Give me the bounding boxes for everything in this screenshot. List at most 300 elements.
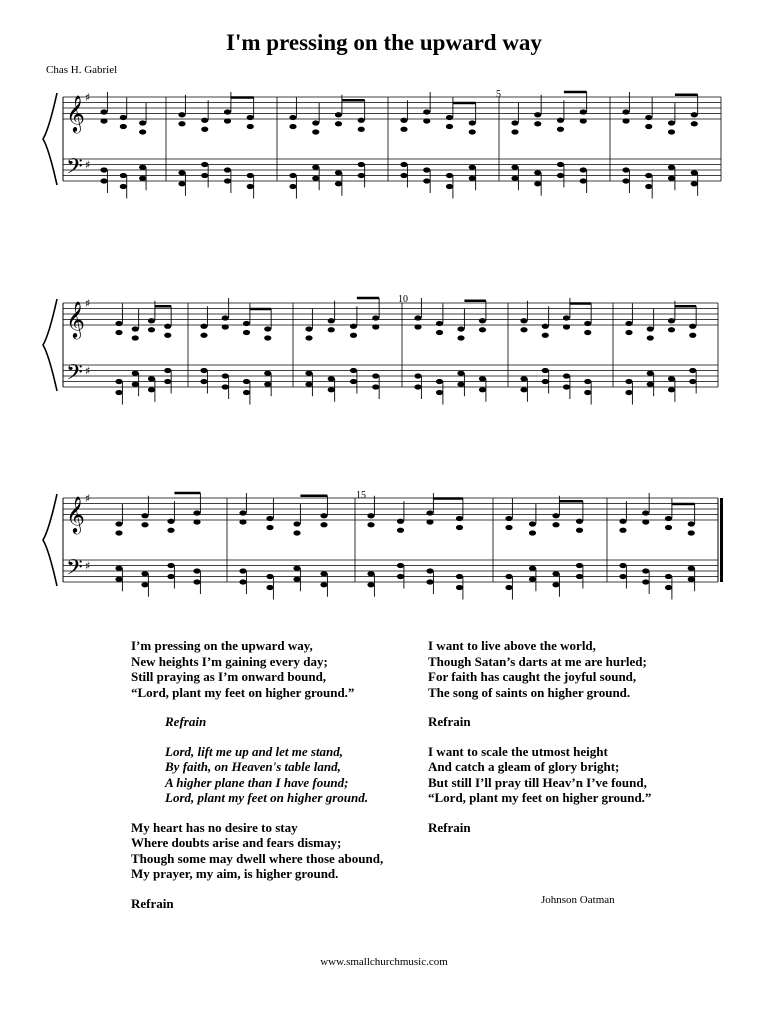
lyric-line: And catch a gleam of glory bright; [428, 759, 620, 774]
note-head [167, 519, 174, 524]
note-head [645, 115, 652, 120]
refrain-line: A higher plane than I have found; [165, 774, 349, 790]
note-head [200, 368, 207, 373]
note-head [622, 118, 629, 123]
note-head [372, 315, 379, 320]
note-head [400, 162, 407, 167]
note-head [132, 326, 139, 331]
note-head [668, 120, 675, 125]
lyric-line: My heart has no desire to stay [131, 819, 298, 835]
note-head [691, 121, 698, 126]
note-head [563, 384, 570, 389]
note-head [576, 574, 583, 579]
note-head [148, 376, 155, 381]
note-head [665, 525, 672, 530]
note-head [178, 181, 185, 186]
note-head [293, 566, 300, 571]
note-head [328, 318, 335, 323]
note-head [350, 379, 357, 384]
note-head [372, 373, 379, 378]
note-head [239, 519, 246, 524]
note-head [178, 170, 185, 175]
note-head [243, 321, 250, 326]
note-head [100, 118, 107, 123]
note-head [358, 162, 365, 167]
note-head [469, 129, 476, 134]
note-head [328, 387, 335, 392]
lyric-line: But still I’ll pray till Heav’n I’ve found, [428, 774, 647, 790]
note-head [224, 118, 231, 123]
note-head [529, 577, 536, 582]
lyric-line: Though Satan’s darts at me are hurled; [428, 653, 647, 669]
note-head [457, 382, 464, 387]
note-head [132, 371, 139, 376]
note-head [511, 165, 518, 170]
note-head [414, 324, 421, 329]
note-head [139, 165, 146, 170]
note-head [688, 530, 695, 535]
note-head [120, 184, 127, 189]
note-head [100, 167, 107, 172]
note-head [436, 379, 443, 384]
note-head [479, 327, 486, 332]
note-head [222, 315, 229, 320]
lyric-line: Still praying as I’m onward bound, [131, 669, 327, 684]
note-head [619, 528, 626, 533]
note-head [164, 333, 171, 338]
refrain-label: Refrain [165, 714, 207, 729]
note-head [247, 173, 254, 178]
note-head [139, 129, 146, 134]
lyric-line: I want to live above the world, [428, 638, 596, 653]
note-head [542, 379, 549, 384]
note-head [115, 566, 122, 571]
note-head [691, 181, 698, 186]
note-head [293, 577, 300, 582]
treble-clef-icon: 𝄞 [66, 300, 85, 338]
note-head [120, 115, 127, 120]
measure-number: 10 [398, 294, 408, 305]
note-head [645, 184, 652, 189]
note-head [423, 167, 430, 172]
note-head [520, 327, 527, 332]
note-head [289, 173, 296, 178]
note-head [456, 525, 463, 530]
note-head [305, 335, 312, 340]
note-head [689, 333, 696, 338]
note-head [469, 165, 476, 170]
sharp-icon: ♯ [85, 158, 91, 172]
note-head [320, 571, 327, 576]
note-head [243, 390, 250, 395]
note-head [400, 118, 407, 123]
note-head [115, 321, 122, 326]
note-head [469, 120, 476, 125]
note-head [224, 109, 231, 114]
treble-clef-icon: 𝄞 [66, 495, 85, 533]
note-head [397, 528, 404, 533]
note-head [426, 510, 433, 515]
note-head [584, 379, 591, 384]
note-head [293, 530, 300, 535]
note-head [457, 335, 464, 340]
note-head [201, 173, 208, 178]
note-head [584, 321, 591, 326]
note-head [563, 373, 570, 378]
note-head [193, 519, 200, 524]
composer-credit: Chas H. Gabriel [46, 64, 118, 76]
note-head [576, 519, 583, 524]
note-head [529, 521, 536, 526]
note-head [689, 379, 696, 384]
note-head [557, 118, 564, 123]
note-head [576, 528, 583, 533]
note-head [266, 574, 273, 579]
note-head [141, 522, 148, 527]
note-head [457, 326, 464, 331]
note-head [552, 522, 559, 527]
page-title: I'm pressing on the upward way [226, 30, 542, 55]
note-head [446, 115, 453, 120]
note-head [312, 176, 319, 181]
note-head [529, 530, 536, 535]
note-head [243, 379, 250, 384]
note-head [552, 571, 559, 576]
bass-clef-icon: 𝄢 [66, 154, 83, 185]
note-head [201, 127, 208, 132]
note-head [139, 120, 146, 125]
note-head [625, 379, 632, 384]
note-head [456, 574, 463, 579]
note-head [148, 387, 155, 392]
note-head [132, 382, 139, 387]
note-head [668, 165, 675, 170]
note-head [100, 178, 107, 183]
note-head [139, 176, 146, 181]
note-head [222, 373, 229, 378]
note-head [115, 379, 122, 384]
note-head [224, 167, 231, 172]
note-head [688, 577, 695, 582]
note-head [120, 173, 127, 178]
lyric-line: “Lord, plant my feet on higher ground.” [428, 790, 652, 805]
note-head [320, 522, 327, 527]
note-head [534, 121, 541, 126]
note-head [312, 129, 319, 134]
brace [43, 494, 57, 586]
note-head [141, 582, 148, 587]
note-head [446, 173, 453, 178]
note-head [132, 335, 139, 340]
note-head [479, 387, 486, 392]
refrain-reference: Refrain [131, 895, 174, 911]
note-head [178, 112, 185, 117]
note-head [619, 574, 626, 579]
note-head [625, 390, 632, 395]
note-head [335, 121, 342, 126]
refrain-line: Lord, plant my feet on higher ground. [165, 790, 368, 805]
note-head [312, 165, 319, 170]
note-head [293, 521, 300, 526]
note-head [239, 510, 246, 515]
note-head [289, 184, 296, 189]
note-head [436, 321, 443, 326]
note-head [436, 330, 443, 335]
note-head [201, 162, 208, 167]
note-head [305, 382, 312, 387]
note-head [505, 574, 512, 579]
note-head [642, 510, 649, 515]
note-head [264, 371, 271, 376]
note-head [426, 519, 433, 524]
note-head [367, 571, 374, 576]
note-head [239, 579, 246, 584]
note-head [584, 330, 591, 335]
note-head [665, 516, 672, 521]
note-head [479, 376, 486, 381]
note-head [266, 516, 273, 521]
note-head [511, 129, 518, 134]
note-head [625, 321, 632, 326]
note-head [557, 173, 564, 178]
note-head [542, 324, 549, 329]
note-head [580, 178, 587, 183]
note-head [576, 563, 583, 568]
brace [43, 299, 57, 391]
note-head [264, 335, 271, 340]
note-head [372, 324, 379, 329]
note-head [457, 371, 464, 376]
note-head [167, 563, 174, 568]
note-head [367, 522, 374, 527]
note-head [534, 112, 541, 117]
note-head [456, 585, 463, 590]
note-head [505, 585, 512, 590]
refrain-reference: Refrain [428, 714, 471, 729]
note-head [289, 124, 296, 129]
note-head [200, 333, 207, 338]
note-head [456, 516, 463, 521]
sharp-icon: ♯ [85, 492, 91, 505]
bass-clef-icon: 𝄢 [66, 360, 83, 391]
note-head [115, 530, 122, 535]
note-head [247, 115, 254, 120]
note-head [358, 173, 365, 178]
note-head [689, 324, 696, 329]
note-head [520, 376, 527, 381]
note-head [691, 170, 698, 175]
note-head [266, 525, 273, 530]
note-head [193, 568, 200, 573]
note-head [320, 513, 327, 518]
note-head [141, 571, 148, 576]
note-head [688, 521, 695, 526]
note-head [141, 513, 148, 518]
note-head [414, 315, 421, 320]
note-head [115, 521, 122, 526]
note-head [479, 318, 486, 323]
note-head [266, 585, 273, 590]
note-head [400, 127, 407, 132]
note-head [423, 109, 430, 114]
note-head [328, 327, 335, 332]
note-head [622, 178, 629, 183]
note-head [552, 513, 559, 518]
note-head [224, 178, 231, 183]
note-head [289, 115, 296, 120]
note-head [164, 379, 171, 384]
note-head [668, 376, 675, 381]
note-head [167, 574, 174, 579]
note-head [580, 167, 587, 172]
note-head [426, 579, 433, 584]
lyric-line: For faith has caught the joyful sound, [428, 669, 637, 684]
lyrics-left-column [131, 638, 383, 911]
note-head [469, 176, 476, 181]
note-head [200, 379, 207, 384]
note-head [400, 173, 407, 178]
note-head [115, 577, 122, 582]
note-head [446, 124, 453, 129]
note-head [178, 121, 185, 126]
note-head [335, 170, 342, 175]
note-head [557, 127, 564, 132]
note-head [320, 582, 327, 587]
note-head [665, 574, 672, 579]
note-head [557, 162, 564, 167]
lyric-line: I’m pressing on the upward way, [131, 638, 313, 653]
note-head [335, 181, 342, 186]
note-head [668, 327, 675, 332]
note-head [423, 118, 430, 123]
brace [43, 93, 57, 185]
note-head [622, 109, 629, 114]
lyrics-right-column [428, 638, 651, 835]
note-head [647, 326, 654, 331]
note-head [100, 109, 107, 114]
note-head [239, 568, 246, 573]
note-head [358, 118, 365, 123]
note-head [563, 315, 570, 320]
note-head [505, 525, 512, 530]
note-head [645, 124, 652, 129]
note-head [689, 368, 696, 373]
note-head [426, 568, 433, 573]
refrain-line: Lord, lift me up and let me stand, [165, 743, 344, 759]
note-head [222, 324, 229, 329]
note-head [665, 585, 672, 590]
note-head [328, 376, 335, 381]
note-head [397, 563, 404, 568]
note-head [647, 371, 654, 376]
note-head [534, 170, 541, 175]
sharp-icon: ♯ [85, 91, 91, 104]
note-head [529, 566, 536, 571]
note-head [305, 326, 312, 331]
note-head [350, 333, 357, 338]
note-head [625, 330, 632, 335]
bass-clef-icon: 𝄢 [66, 555, 83, 586]
note-head [372, 384, 379, 389]
note-head [647, 382, 654, 387]
note-head [414, 373, 421, 378]
lyric-line: The song of saints on higher ground. [428, 684, 631, 700]
lyric-line: New heights I’m gaining every day; [131, 653, 328, 669]
note-head [520, 318, 527, 323]
note-head [423, 178, 430, 183]
note-head [505, 516, 512, 521]
note-head [247, 184, 254, 189]
note-head [436, 390, 443, 395]
footer-url: www.smallchurchmusic.com [320, 956, 448, 968]
lyric-line: “Lord, plant my feet on higher ground.” [131, 684, 355, 700]
measure-number: 15 [356, 490, 366, 501]
note-head [264, 382, 271, 387]
final-barline [720, 498, 723, 582]
note-head [622, 167, 629, 172]
note-head [350, 324, 357, 329]
note-head [148, 318, 155, 323]
note-head [552, 582, 559, 587]
note-head [691, 112, 698, 117]
note-head [305, 371, 312, 376]
lyric-line: Where doubts arise and fears dismay; [131, 835, 342, 850]
note-head [668, 387, 675, 392]
note-head [164, 324, 171, 329]
note-head [668, 318, 675, 323]
note-head [358, 127, 365, 132]
sharp-icon: ♯ [85, 559, 91, 573]
note-head [193, 510, 200, 515]
note-head [222, 384, 229, 389]
note-head [243, 330, 250, 335]
note-head [584, 390, 591, 395]
note-head [563, 324, 570, 329]
note-head [167, 528, 174, 533]
note-head [335, 112, 342, 117]
lyric-line: I want to scale the utmost height [428, 743, 608, 759]
lyric-line: My prayer, my aim, is higher ground. [131, 866, 339, 881]
note-head [446, 184, 453, 189]
note-head [580, 118, 587, 123]
note-head [542, 333, 549, 338]
note-head [201, 118, 208, 123]
note-head [542, 368, 549, 373]
note-head [619, 563, 626, 568]
note-head [668, 176, 675, 181]
note-head [367, 582, 374, 587]
note-head [115, 330, 122, 335]
note-head [115, 390, 122, 395]
lyricist-credit: Johnson Oatman [541, 894, 615, 906]
note-head [247, 124, 254, 129]
note-head [580, 109, 587, 114]
note-head [619, 519, 626, 524]
measure-number: 5 [496, 89, 501, 100]
note-head [520, 387, 527, 392]
note-head [312, 120, 319, 125]
refrain-reference: Refrain [428, 819, 471, 835]
note-head [264, 326, 271, 331]
note-head [511, 120, 518, 125]
note-head [645, 173, 652, 178]
treble-clef-icon: 𝄞 [66, 94, 85, 132]
note-head [397, 519, 404, 524]
sharp-icon: ♯ [85, 297, 91, 310]
sharp-icon: ♯ [85, 364, 91, 378]
note-head [200, 324, 207, 329]
note-head [397, 574, 404, 579]
